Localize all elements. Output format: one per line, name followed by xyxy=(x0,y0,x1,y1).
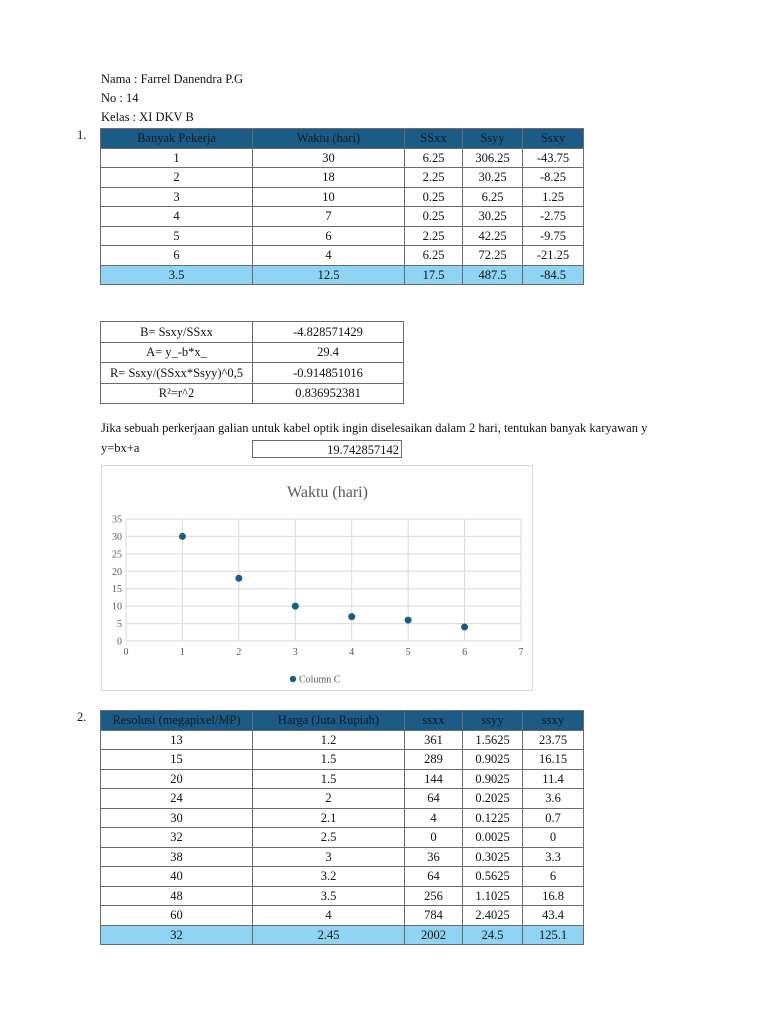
data-point xyxy=(292,603,299,610)
calc-value: 0.836952381 xyxy=(253,383,404,404)
summary-cell: 2.45 xyxy=(253,925,405,945)
table-row xyxy=(101,730,584,750)
y-tick-label: 15 xyxy=(112,584,122,596)
regression-calc-table xyxy=(100,321,404,404)
problem-1-number: 1. xyxy=(77,128,87,142)
table-row xyxy=(101,207,584,227)
table-cell: 6 xyxy=(253,226,405,246)
table-cell: -9.75 xyxy=(523,226,584,246)
calc-formula: A= y_-b*x_ xyxy=(101,342,253,363)
table-cell: 3.2 xyxy=(253,867,405,887)
table-cell: 144 xyxy=(405,769,463,789)
workers-header-3: Ssyy xyxy=(463,129,523,149)
summary-cell: -84.5 xyxy=(523,265,584,285)
data-point xyxy=(235,575,242,582)
table-cell: 4 xyxy=(253,246,405,266)
summary-row xyxy=(101,925,584,945)
table-cell: 42.25 xyxy=(463,226,523,246)
data-point xyxy=(405,617,412,624)
data-point xyxy=(461,624,468,631)
table-row xyxy=(101,847,584,867)
table-cell: 2.5 xyxy=(253,828,405,848)
student-number: No : 14 xyxy=(101,91,139,105)
table-cell: 15 xyxy=(101,750,253,770)
x-tick-label: 3 xyxy=(292,647,298,658)
summary-cell: 17.5 xyxy=(405,265,463,285)
table-cell: 6 xyxy=(101,246,253,266)
summary-cell: 12.5 xyxy=(253,265,405,285)
table-row xyxy=(101,226,584,246)
equation-label: y=bx+a xyxy=(101,441,140,455)
resolution-header-3: ssyy xyxy=(463,711,523,731)
table-row xyxy=(101,187,584,207)
y-tick-label: 0 xyxy=(117,636,122,648)
table-cell: 0.25 xyxy=(405,187,463,207)
table-cell: 32 xyxy=(101,828,253,848)
table-cell: 3.5 xyxy=(253,886,405,906)
table-cell: 64 xyxy=(405,789,463,809)
y-tick-label: 10 xyxy=(112,601,122,613)
table-cell: 0.3025 xyxy=(463,847,523,867)
table-cell: 16.8 xyxy=(523,886,584,906)
summary-cell: 24.5 xyxy=(463,925,523,945)
table-cell: 72.25 xyxy=(463,246,523,266)
x-tick-label: 2 xyxy=(236,647,242,658)
table-cell: 0.2025 xyxy=(463,789,523,809)
table-cell: 2.25 xyxy=(405,168,463,188)
chart-title: Waktu (hari) xyxy=(287,484,368,501)
calc-row xyxy=(101,322,404,343)
y-tick-label: 30 xyxy=(112,531,122,543)
calc-row xyxy=(101,342,404,363)
table-cell: -21.25 xyxy=(523,246,584,266)
table-cell: 1.2 xyxy=(253,730,405,750)
table-cell: 1 xyxy=(101,148,253,168)
calc-value: -0.914851016 xyxy=(253,363,404,384)
table-row xyxy=(101,750,584,770)
table-cell: -43.75 xyxy=(523,148,584,168)
table-cell: 1.25 xyxy=(523,187,584,207)
summary-row xyxy=(101,265,584,285)
calc-row xyxy=(101,383,404,404)
table-cell: 10 xyxy=(253,187,405,207)
table-cell: 30 xyxy=(253,148,405,168)
table-cell: 0.25 xyxy=(405,207,463,227)
summary-cell: 2002 xyxy=(405,925,463,945)
scatter-chart xyxy=(101,465,533,691)
table-row xyxy=(101,789,584,809)
summary-cell: 32 xyxy=(101,925,253,945)
table-cell: 4 xyxy=(101,207,253,227)
x-tick-label: 6 xyxy=(462,647,468,658)
table-cell: 40 xyxy=(101,867,253,887)
table-cell: 2.1 xyxy=(253,808,405,828)
x-tick-label: 0 xyxy=(123,647,129,658)
resolution-header-4: ssxy xyxy=(523,711,584,731)
equation-result: 19.742857142 xyxy=(252,440,402,458)
table-cell: 0 xyxy=(523,828,584,848)
table-cell: 64 xyxy=(405,867,463,887)
table-cell: 13 xyxy=(101,730,253,750)
table-cell: 2 xyxy=(253,789,405,809)
table-cell: 361 xyxy=(405,730,463,750)
table-cell: -2.75 xyxy=(523,207,584,227)
table-cell: 0.9025 xyxy=(463,769,523,789)
table-cell: 0.9025 xyxy=(463,750,523,770)
x-tick-label: 1 xyxy=(179,647,185,658)
table-row xyxy=(101,867,584,887)
table-cell: -8.25 xyxy=(523,168,584,188)
table-cell: 6.25 xyxy=(463,187,523,207)
table-cell: 20 xyxy=(101,769,253,789)
table-cell: 1.1025 xyxy=(463,886,523,906)
resolution-header-1: Harga (Juta Rupiah) xyxy=(253,711,405,731)
table-cell: 7 xyxy=(253,207,405,227)
y-tick-label: 20 xyxy=(112,566,122,578)
legend-marker xyxy=(290,676,296,682)
table-cell: 36 xyxy=(405,847,463,867)
table-cell: 0.7 xyxy=(523,808,584,828)
table-cell: 289 xyxy=(405,750,463,770)
table-cell: 0.1225 xyxy=(463,808,523,828)
table-cell: 16.15 xyxy=(523,750,584,770)
workers-header-1: Waktu (hari) xyxy=(253,129,405,149)
table-cell: 43.4 xyxy=(523,906,584,926)
table-cell: 18 xyxy=(253,168,405,188)
x-tick-label: 7 xyxy=(518,647,524,658)
calc-row xyxy=(101,363,404,384)
resolution-table xyxy=(100,710,584,945)
table-cell: 30.25 xyxy=(463,207,523,227)
calc-value: -4.828571429 xyxy=(253,322,404,343)
table-cell: 60 xyxy=(101,906,253,926)
table-cell: 1.5 xyxy=(253,750,405,770)
calc-formula: B= Ssxy/SSxx xyxy=(101,322,253,343)
table-cell: 6 xyxy=(523,867,584,887)
calc-formula: R²=r^2 xyxy=(101,383,253,404)
summary-cell: 3.5 xyxy=(101,265,253,285)
workers-header-2: SSxx xyxy=(405,129,463,149)
table-row xyxy=(101,828,584,848)
x-tick-label: 5 xyxy=(405,647,411,658)
table-row xyxy=(101,246,584,266)
table-cell: 30 xyxy=(101,808,253,828)
table-cell: 306.25 xyxy=(463,148,523,168)
table-row xyxy=(101,906,584,926)
question-text: Jika sebuah perkerjaan galian untuk kabel optik ingin diselesaikan dalam 2 hari, tentukan banyak karyawan y xyxy=(101,421,648,435)
summary-cell: 125.1 xyxy=(523,925,584,945)
table-cell: 3.3 xyxy=(523,847,584,867)
table-cell: 1.5 xyxy=(253,769,405,789)
table-cell: 6.25 xyxy=(405,148,463,168)
summary-cell: 487.5 xyxy=(463,265,523,285)
table-row xyxy=(101,808,584,828)
table-row xyxy=(101,148,584,168)
table-cell: 3 xyxy=(101,187,253,207)
data-point xyxy=(179,533,186,540)
table-cell: 784 xyxy=(405,906,463,926)
table-cell: 38 xyxy=(101,847,253,867)
table-cell: 2 xyxy=(101,168,253,188)
table-row xyxy=(101,769,584,789)
table-cell: 4 xyxy=(405,808,463,828)
table-cell: 3 xyxy=(253,847,405,867)
calc-value: 29.4 xyxy=(253,342,404,363)
y-tick-label: 25 xyxy=(112,549,122,561)
y-tick-label: 5 xyxy=(117,619,122,631)
table-cell: 1.5625 xyxy=(463,730,523,750)
workers-table xyxy=(100,128,584,285)
x-tick-label: 4 xyxy=(349,647,355,658)
table-cell: 256 xyxy=(405,886,463,906)
table-cell: 30.25 xyxy=(463,168,523,188)
table-cell: 2.4025 xyxy=(463,906,523,926)
table-cell: 24 xyxy=(101,789,253,809)
legend-label: Column C xyxy=(299,674,341,686)
student-class: Kelas : XI DKV B xyxy=(101,110,194,124)
table-cell: 0.5625 xyxy=(463,867,523,887)
resolution-header-0: Resolusi (megapixel/MP) xyxy=(101,711,253,731)
table-cell: 4 xyxy=(253,906,405,926)
table-cell: 23.75 xyxy=(523,730,584,750)
table-row xyxy=(101,886,584,906)
table-cell: 3.6 xyxy=(523,789,584,809)
workers-header-0: Banyak Pekerja xyxy=(101,129,253,149)
table-cell: 0 xyxy=(405,828,463,848)
table-row xyxy=(101,168,584,188)
table-cell: 48 xyxy=(101,886,253,906)
table-cell: 2.25 xyxy=(405,226,463,246)
workers-header-4: Ssxy xyxy=(523,129,584,149)
resolution-header-2: ssxx xyxy=(405,711,463,731)
y-tick-label: 35 xyxy=(112,514,122,526)
student-name: Nama : Farrel Danendra P.G xyxy=(101,72,243,86)
problem-2-number: 2. xyxy=(77,710,87,724)
table-cell: 5 xyxy=(101,226,253,246)
table-cell: 0.0025 xyxy=(463,828,523,848)
table-cell: 6.25 xyxy=(405,246,463,266)
data-point xyxy=(348,613,355,620)
calc-formula: R= Ssxy/(SSxx*Ssyy)^0,5 xyxy=(101,363,253,384)
table-cell: 11.4 xyxy=(523,769,584,789)
